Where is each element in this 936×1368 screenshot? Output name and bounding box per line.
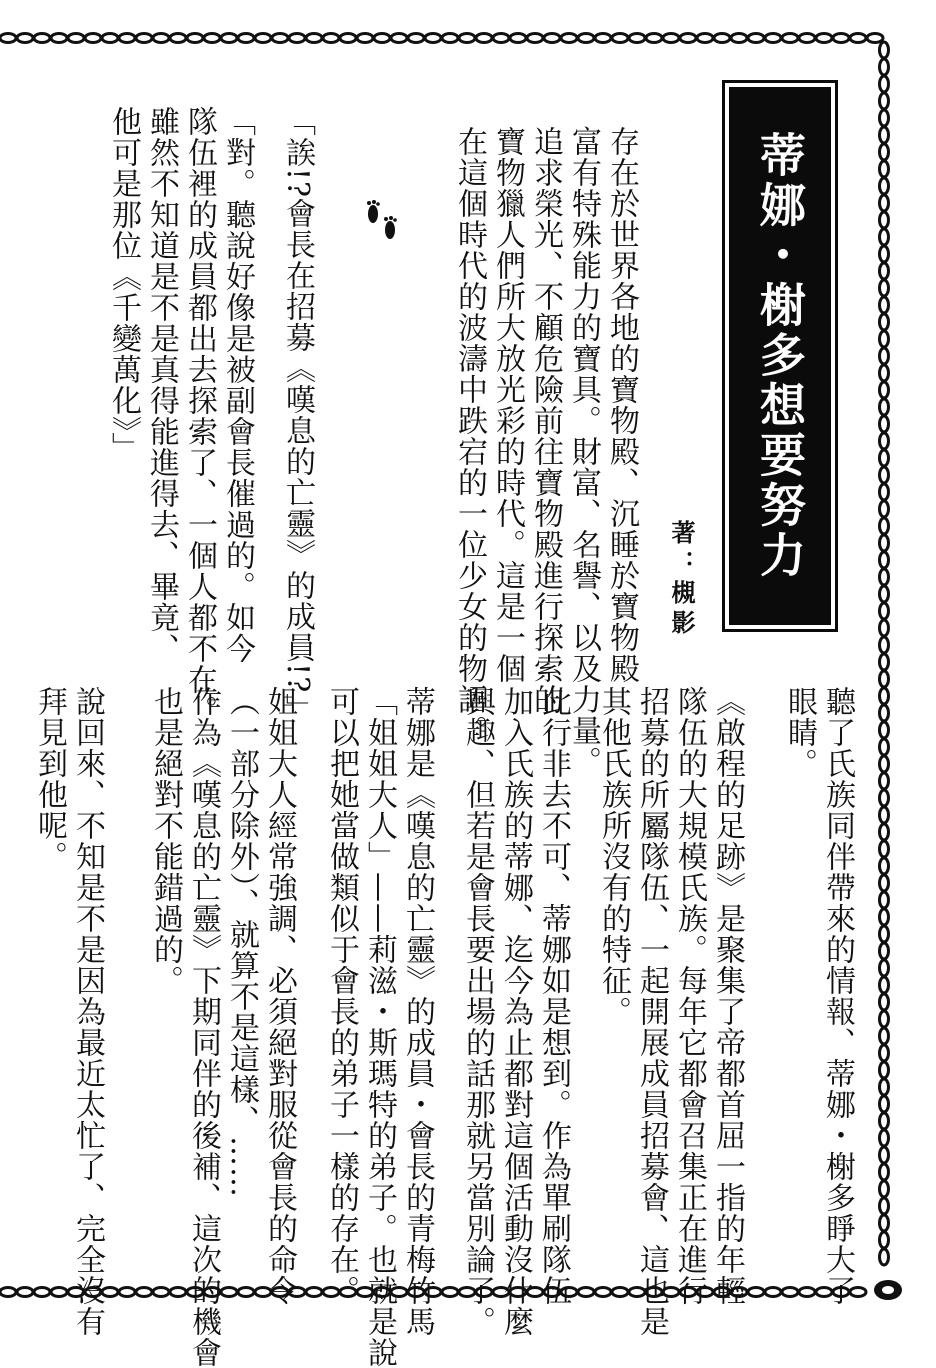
- dialogue-tina: 「誒!?會長在招募《嘆息的亡靈》的成員!?」: [280, 106, 315, 725]
- paragraph-2: 《啟程的足跡》是聚集了帝都首屈一指的年輕 隊伍的大規模氏族。每年它都會召集正在進行 招募的所屬隊伍、一起開展成員招募會、這也是 其他氏族所沒有的特征。: [596, 686, 745, 1337]
- chain-end-icon: [874, 1280, 902, 1300]
- paragraph-1: 聽了氏族同伴帶來的情報、蒂娜・榭多睜大了 眼睛。: [782, 686, 855, 1306]
- intro-paragraph: 存在於世界各地的寶物殿、沉睡於寶物殿 富有特殊能力的寶具。財富、名譽、以及力量。 追求榮光、不顧危險前往寶物殿進行探索的 寶物獵人們所大放光彩的時代。這是一個 在這個時代的波濤中跌宕的一位少女的物語。: [452, 126, 639, 777]
- title-box: [722, 80, 838, 632]
- paragraph-3: 此行非去不可、蒂娜如是想到。作為單刷隊伍 加入氏族的蒂娜、迄今為止都對這個活動沒什麼 興趣、但若是會長要出場的話那就另當別論了。: [460, 686, 571, 1337]
- paragraph-5: 姐姐大人經常強調、必須絕對服從會長的命令 （一部分除外）、就算不是這樣、…… 作為《嘆息的亡靈》下期同伴的後補、這次的機會 也是絕對不能錯過的。: [148, 686, 297, 1368]
- author-credit: 著：槻影: [667, 520, 695, 640]
- story-title: 蒂娜・榭多想要努力: [753, 131, 807, 581]
- paragraph-6: 說回來、不知是不是因為最近太忙了、完全沒有 拜見到他呢。: [32, 686, 105, 1337]
- paragraph-4: 蒂娜是《嘆息的亡靈》的成員・會長的青梅竹馬 「姐姐大人」——莉滋・斯瑪特的弟子。也就是說 可以把她當做類似于會長的弟子一樣的存在。: [324, 686, 435, 1368]
- footprints-icon: [364, 200, 400, 246]
- dialogue-informant: 「對。聽說好像是被副會長催過的。如今 隊伍裡的成員都出去探索了、一個人都不在。 雖然不知道是不是真得能進得去、畢竟、 他可是那位《千變萬化》」: [106, 106, 255, 726]
